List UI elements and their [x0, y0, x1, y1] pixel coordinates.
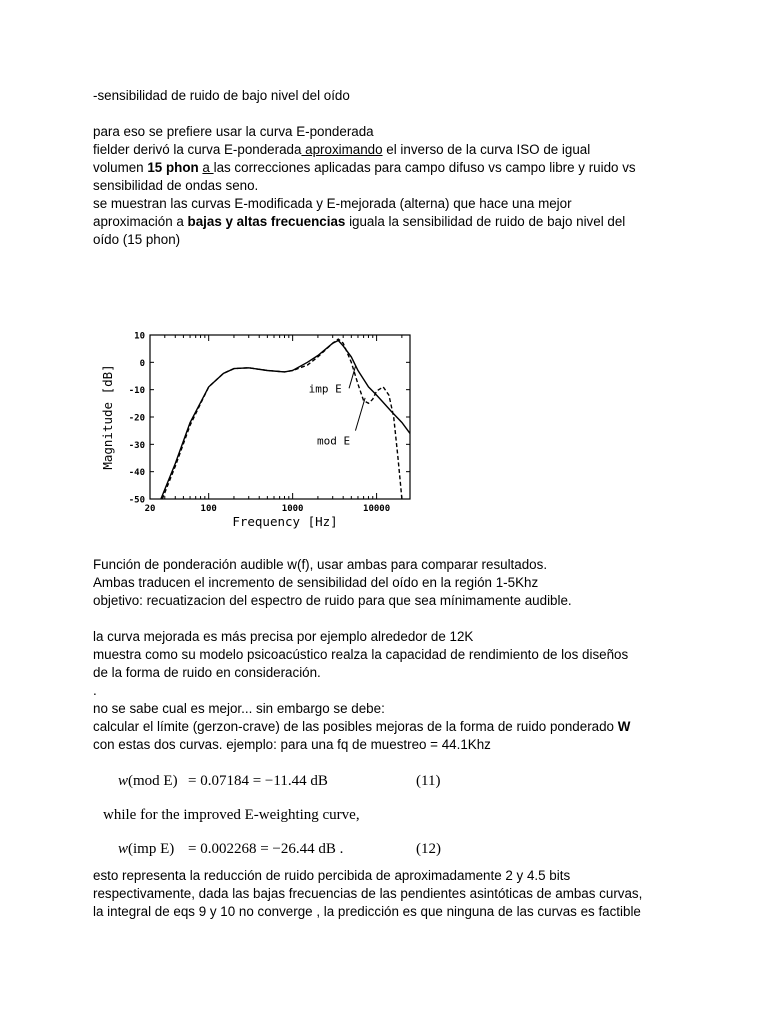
equation-connecting-text: while for the improved E-weighting curve, [103, 807, 360, 823]
text-segment: las correcciones aplicadas para campo difuso vs campo libre y ruido vs [213, 160, 636, 175]
y-tick-label: -50 [128, 495, 145, 506]
x-axis-label: Frequency [Hz] [232, 514, 338, 529]
text-line: Ambas traducen el incremento de sensibilidad del oído en la región 1-5Khz [93, 575, 539, 590]
chart-plot-area [100, 332, 410, 530]
text-segment: volumen [93, 160, 148, 175]
text-line [93, 718, 693, 736]
text-line: con estas dos curvas. ejemplo: para una fq de muestreo = 44.1Khz [93, 737, 491, 752]
x-tick-label: 100 [200, 504, 217, 514]
annotation-label: imp E [308, 382, 342, 396]
equation-argument: (mod E) [128, 773, 178, 789]
conclusion-paragraph [93, 867, 693, 921]
underlined-text: a [202, 160, 214, 175]
y-tick-label: -40 [128, 468, 145, 479]
text-line: no se sabe cual es mejor... sin embargo se debe: [93, 701, 385, 716]
equation-12-lhs [118, 840, 174, 858]
x-tick-label: 20 [144, 504, 156, 514]
frequency-response-chart [96, 325, 426, 530]
annotation-leader [355, 398, 365, 431]
heading-paragraph [93, 87, 693, 105]
text-segment: iguala la sensibilidad de ruido de bajo nivel del [345, 214, 626, 229]
text-line: esto representa la reducción de ruido percibida de aproximadamente 2 y 4.5 bits [93, 868, 571, 883]
y-tick-label: 10 [134, 331, 145, 342]
series-line-imp-e [161, 341, 410, 500]
equation-11-lhs [118, 772, 178, 790]
text-line: la curva mejorada es más precisa por ejemplo alrededor de 12K [93, 629, 474, 644]
text-segment: el inverso de la curva ISO de igual [382, 142, 591, 157]
text-line: . [93, 683, 97, 698]
equation-argument: (imp E) [128, 841, 175, 857]
text-segment: fielder derivó la curva E-ponderada [93, 142, 302, 157]
text-line: oído (15 phon) [93, 232, 181, 247]
x-tick-label: 10000 [363, 504, 391, 514]
chart-frame [150, 335, 410, 499]
text-line: de la forma de ruido en consideración. [93, 665, 321, 680]
text-line: objetivo: recuatizacion del espectro de ruido para que sea mínimamente audible. [93, 593, 572, 608]
bold-text: W [617, 719, 631, 734]
y-tick-label: 0 [139, 358, 145, 369]
weighting-paragraph [93, 556, 693, 610]
text-line: se muestran las curvas E-modificada y E-mejorada (alterna) que hace una mejor [93, 196, 572, 211]
x-tick-label: 1000 [281, 504, 304, 514]
text-line [93, 159, 693, 177]
text-line: sensibilidad de ondas seno. [93, 178, 259, 193]
bold-text: bajas y altas frecuencias [187, 214, 346, 229]
equation-11-number: (11) [416, 773, 441, 789]
y-tick-label: -10 [128, 386, 145, 397]
text-segment: aproximación a [93, 214, 188, 229]
underlined-text: aproximando [301, 142, 383, 157]
equation-12-number: (12) [416, 841, 441, 857]
text-segment: calcular el límite (gerzon-crave) de las posibles mejoras de la forma de ruido ponderado [93, 719, 618, 734]
intro-paragraph [93, 123, 693, 249]
y-tick-label: -20 [128, 413, 145, 424]
w-symbol: w [118, 841, 129, 857]
series-line-mod-e [162, 339, 402, 499]
annotation-label: mod E [316, 434, 351, 448]
equation-12-rhs: = 0.002268 = −26.44 dB . [188, 841, 344, 857]
equation-11-rhs: = 0.07184 = −11.44 dB [188, 773, 328, 789]
y-tick-label: -30 [128, 440, 145, 451]
text-line: muestra como su modelo psicoacústico realza la capacidad de rendimiento de los diseños [93, 647, 629, 662]
text-line: la integral de eqs 9 y 10 no converge , la predicción es que ninguna de las curvas es factible [93, 904, 641, 919]
text-line: respectivamente, dada las bajas frecuencias de las pendientes asintóticas de ambas curvas, [93, 886, 643, 901]
text-line [93, 141, 693, 159]
text-line [93, 213, 693, 231]
y-axis-label: Magnitude [dB] [100, 364, 115, 470]
annotation-leader [349, 366, 355, 388]
bold-text: 15 phon [147, 160, 199, 175]
text-line: para eso se prefiere usar la curva E-ponderada [93, 124, 374, 139]
text-line: Función de ponderación audible w(f), usar ambas para comparar resultados. [93, 557, 548, 572]
comparison-paragraph [93, 628, 693, 754]
w-symbol: w [118, 773, 129, 789]
text-line: -sensibilidad de ruido de bajo nivel del oído [93, 88, 350, 103]
